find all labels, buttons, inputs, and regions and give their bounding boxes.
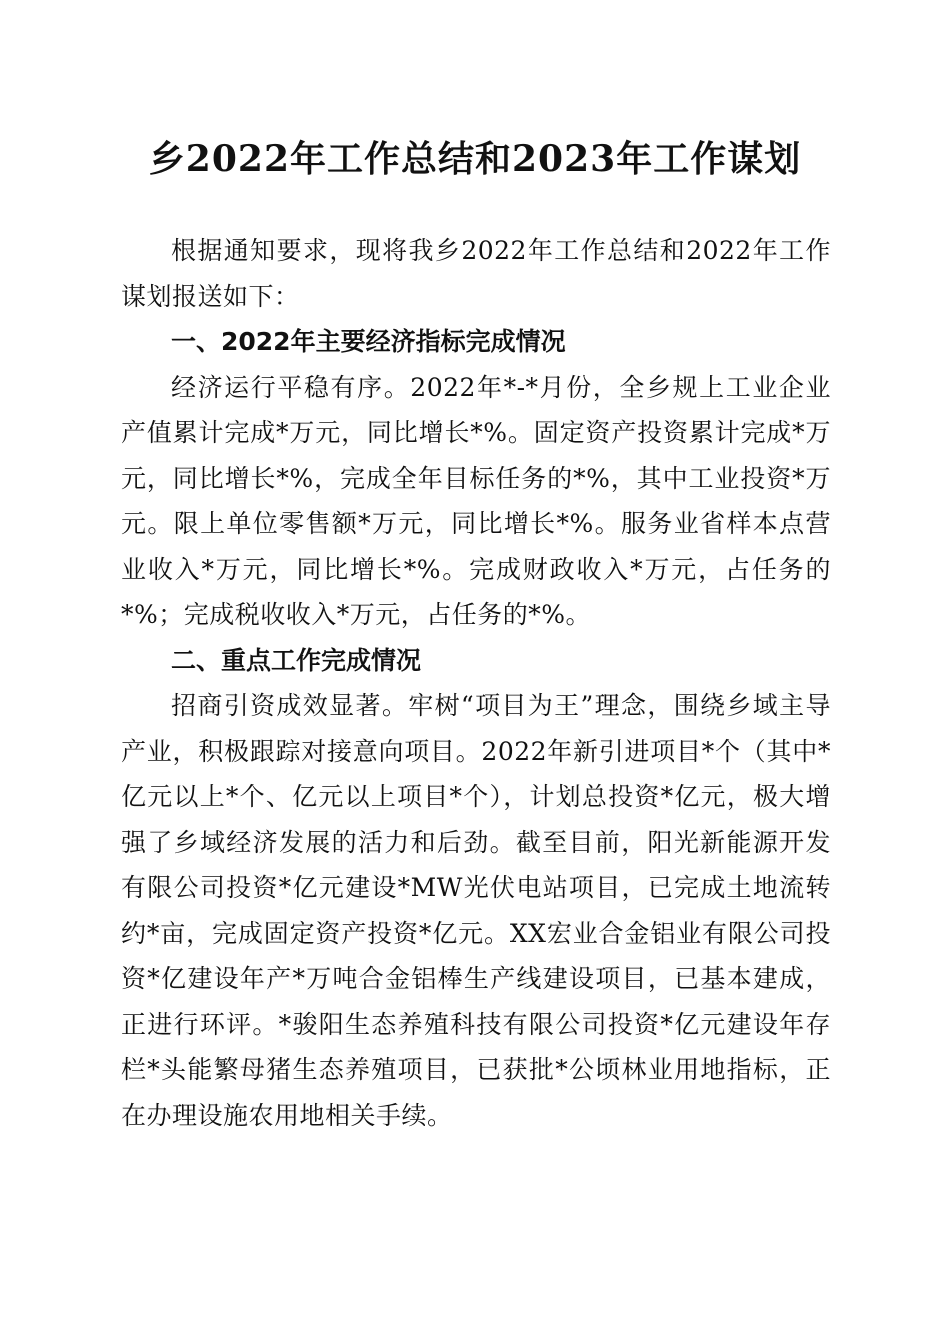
section-paragraph-economic-indicators: 经济运行平稳有序。2022年*-*月份，全乡规上工业企业产值累计完成*万元，同比增长*%。固定资产投资累计完成*万元，同比增长*%，完成全年目标任务的*%，其中工业投资*万元。限上单位零售额*万元，同比增长*%。服务业省样本点营业收入*万元，同比增长*%。完成财政收入*万元，占任务的*%；完成税收收入*万元，占任务的*%。 bbox=[121, 372, 831, 629]
intro-paragraph: 根据通知要求，现将我乡2022年工作总结和2022年工作谋划报送如下： bbox=[121, 236, 831, 311]
document-title: 乡2022年工作总结和2023年工作谋划 bbox=[148, 138, 802, 180]
section-paragraph-key-work: 招商引资成效显著。牢树“项目为王”理念，围绕乡域主导产业，积极跟踪对接意向项目。2022年新引进项目*个（其中*亿元以上*个、亿元以上项目*个），计划总投资*亿元，极大增强了乡域经济发展的活力和后劲。截至目前，阳光新能源开发有限公司投资*亿元建设*MW光伏电站项目，已完成土地流转约*亩，完成固定资产投资*亿元。XX宏业合金铝业有限公司投资*亿建设年产*万吨合金铝棒生产线建设项目，已基本建成，正进行环评。*骏阳生态养殖科技有限公司投资*亿元建设年存栏*头能繁母猪生态养殖项目，已获批*公顷林业用地指标，正在办理设施农用地相关手续。 bbox=[121, 691, 831, 1130]
section-heading-key-work: 二、重点工作完成情况 bbox=[171, 645, 422, 675]
document-body bbox=[121, 228, 831, 1138]
section-heading-economic-indicators: 一、2022年主要经济指标完成情况 bbox=[171, 327, 566, 356]
